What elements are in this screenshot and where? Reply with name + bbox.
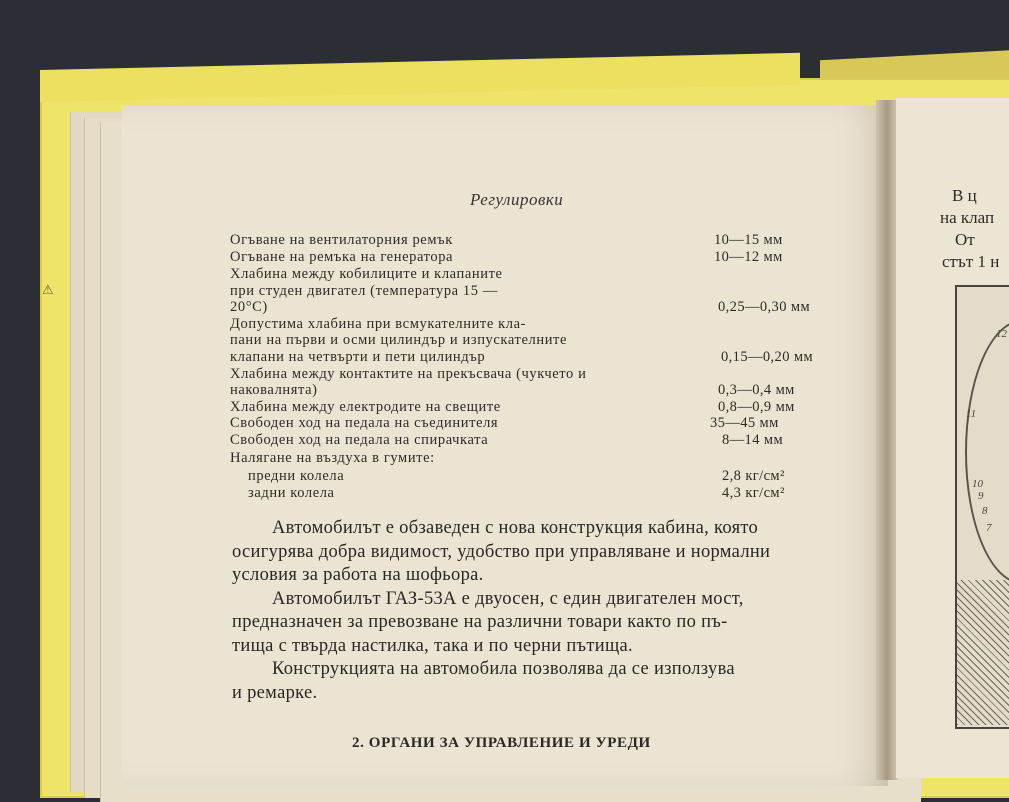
spec-label: наковалнята) [230, 382, 318, 398]
spec-value: 8—14 мм [722, 432, 784, 448]
body-paragraph-line: и ремарке. [232, 683, 318, 703]
body-paragraph-line: Автомобилът ГАЗ-53А е двуосен, с един двигателен мост, [272, 589, 744, 609]
spec-row [230, 468, 830, 485]
spec-label: Хлабина между контактите на прекъсвача (чукчето и [230, 366, 587, 382]
spec-row [230, 299, 830, 316]
figure-number: 10 [972, 478, 983, 490]
spec-label: Свободен ход на педала на спирачката [230, 432, 489, 448]
figure-hatching [957, 580, 1009, 725]
figure-number: 9 [978, 490, 984, 502]
body-paragraph-line: условия за работа на шофьора. [232, 565, 484, 585]
figure-number: 11 [966, 408, 977, 420]
spec-label: 20°С) [230, 299, 268, 315]
spec-value: 0,15—0,20 мм [721, 349, 814, 365]
spec-label: Налягане на въздуха в гумите: [230, 450, 435, 466]
spec-value: 0,25—0,30 мм [718, 299, 811, 315]
body-paragraph-line: тища с твърда настилка, така и по черни пътища. [232, 636, 633, 656]
body-paragraph-line: Конструкцията на автомобила позволява да се използува [272, 659, 735, 679]
spec-row [230, 366, 830, 383]
spec-row [230, 450, 830, 467]
spec-label: Хлабина между кобилиците и клапаните [230, 266, 503, 282]
spec-label: Допустима хлабина при всмукателните кла- [230, 316, 527, 332]
spec-label: Огъване на вентилаторния ремък [230, 232, 453, 248]
running-title: Регулировки [470, 190, 564, 209]
spec-value: 0,8—0,9 мм [718, 399, 795, 415]
book-gutter [876, 100, 898, 780]
figure-number: 8 [982, 505, 988, 517]
spec-label: предни колела [248, 468, 345, 484]
spec-row [230, 266, 830, 283]
spec-row [230, 485, 830, 502]
spec-label: задни колела [248, 485, 335, 501]
body-paragraph-line: осигурява добра видимост, удобство при управляване и нормални [232, 542, 771, 562]
spec-row [230, 399, 830, 416]
spec-row [230, 415, 830, 432]
section-heading: 2. ОРГАНИ ЗА УПРАВЛЕНИЕ И УРЕДИ [352, 735, 651, 751]
spec-label: при студен двигател (температура 15 — [230, 283, 498, 299]
figure-number: 7 [986, 522, 992, 534]
spec-value: 0,3—0,4 мм [718, 382, 795, 398]
spec-value: 2,8 кг/см² [722, 468, 785, 484]
spec-row [230, 283, 830, 300]
spec-row [230, 332, 830, 349]
right-page-text-line: стът 1 н [942, 252, 1000, 271]
spec-label: пани на първи и осми цилиндър и изпускателните [230, 332, 568, 348]
spec-row [230, 432, 830, 449]
spec-row [230, 249, 830, 266]
spec-row [230, 232, 830, 249]
spec-label: Свободен ход на педала на съединителя [230, 415, 499, 431]
right-page-text-line: От [955, 230, 975, 249]
right-page-text-line: на клап [940, 208, 995, 227]
figure-number: 12 [996, 328, 1007, 340]
spec-value: 10—12 мм [714, 249, 783, 265]
spec-row [230, 349, 830, 366]
body-paragraph-line: предназначен за превозване на различни товари както по пъ- [232, 612, 728, 632]
spec-value: 4,3 кг/см² [722, 485, 785, 501]
spec-label: Огъване на ремъка на генератора [230, 249, 454, 265]
spec-row [230, 316, 830, 333]
spec-value: 35—45 мм [710, 415, 779, 431]
right-page-text-line: В ц [952, 186, 977, 205]
spec-row [230, 382, 830, 399]
spec-label: Хлабина между електродите на свещите [230, 399, 501, 415]
cover-edge-mark: ⚠ [42, 282, 54, 297]
spec-value: 10—15 мм [714, 232, 783, 248]
body-paragraph-line: Автомобилът е обзаведен с нова конструкция кабина, която [272, 518, 759, 538]
spec-label: клапани на четвърти и пети цилиндър [230, 349, 486, 365]
